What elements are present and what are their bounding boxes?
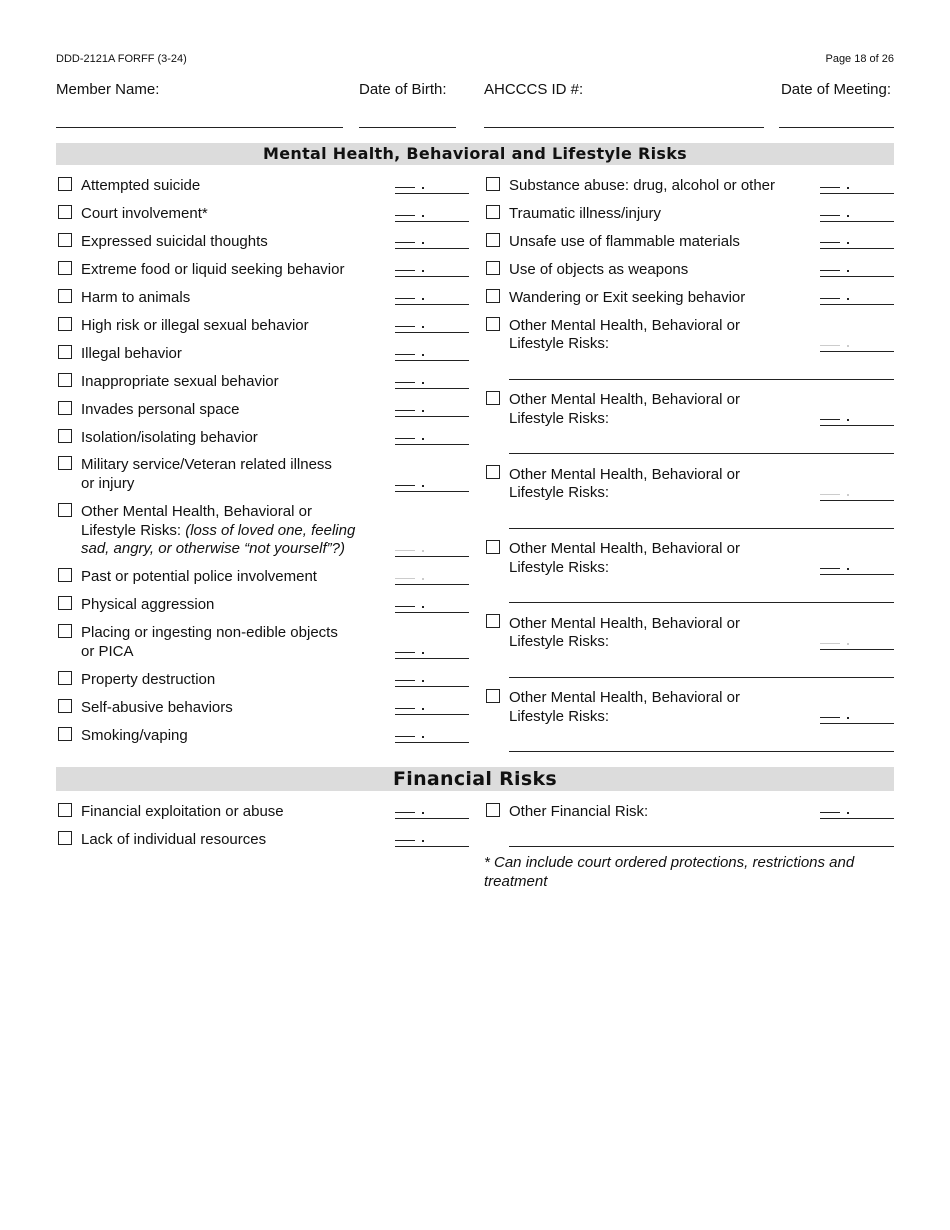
risk-label-hint: (loss of loved one, feeling (185, 522, 356, 539)
checkbox-other-financial[interactable] (486, 803, 500, 817)
risk-label: Inappropriate sexual behavior (81, 373, 279, 390)
risk-label: Physical aggression (81, 596, 215, 613)
risk-label: Isolation/isolating behavior (81, 429, 258, 446)
member-name-field[interactable] (56, 127, 343, 128)
other-label-cont: Lifestyle Risks: (509, 335, 610, 352)
checkbox-property-destruction[interactable] (58, 671, 72, 685)
page-number: Page 18 of 26 (825, 53, 894, 65)
risk-label: Smoking/vaping (81, 727, 188, 744)
risk-label: Wandering or Exit seeking behavior (509, 289, 746, 306)
other-label-cont: Lifestyle Risks: (509, 708, 610, 725)
risk-label: Invades personal space (81, 401, 240, 418)
risk-label-hint-cont (81, 539, 345, 558)
checkbox-other-mh-4[interactable] (486, 540, 500, 554)
risk-label-cont (81, 521, 355, 540)
other-description-line[interactable] (509, 453, 894, 454)
checkbox-personal-space[interactable] (58, 401, 72, 415)
dob-field[interactable] (359, 127, 456, 128)
other-financial-description-line[interactable] (509, 846, 894, 847)
mental-health-heading: Mental Health, Behavioral and Lifestyle Risks (56, 143, 894, 165)
checkbox-isolation[interactable] (58, 429, 72, 443)
risk-label: Attempted suicide (81, 177, 201, 194)
other-label: Other Mental Health, Behavioral or (509, 466, 740, 483)
risk-label-cont: or PICA (81, 643, 134, 660)
checkbox-substance-abuse[interactable] (486, 177, 500, 191)
risk-label: High risk or illegal sexual behavior (81, 317, 309, 334)
checkbox-other-mh-6[interactable] (486, 689, 500, 703)
risk-label: Placing or ingesting non-edible objects (81, 624, 338, 641)
checkbox-lack-of-resources[interactable] (58, 831, 72, 845)
other-label: Other Mental Health, Behavioral or (509, 391, 740, 408)
other-label: Other Mental Health, Behavioral or (509, 689, 740, 706)
risk-label: Use of objects as weapons (509, 261, 689, 278)
risk-label: Military service/Veteran related illness (81, 456, 332, 473)
checkbox-military-service[interactable] (58, 456, 72, 470)
checkbox-attempted-suicide[interactable] (58, 177, 72, 191)
other-label-cont: Lifestyle Risks: (509, 484, 610, 501)
other-label-cont: Lifestyle Risks: (509, 633, 610, 650)
checkbox-physical-aggression[interactable] (58, 596, 72, 610)
checkbox-financial-exploitation[interactable] (58, 803, 72, 817)
risk-label: Unsafe use of flammable materials (509, 233, 740, 250)
checkbox-other-mh-1[interactable] (486, 317, 500, 331)
other-label: Other Mental Health, Behavioral or (509, 317, 740, 334)
other-label: Other Mental Health, Behavioral or (509, 615, 740, 632)
risk-label: Lack of individual resources (81, 831, 267, 848)
other-financial-label: Other Financial Risk: (509, 803, 649, 820)
footnote: * Can include court ordered protections, restrictions and treatment (484, 854, 855, 890)
checkbox-court-involvement[interactable] (58, 205, 72, 219)
risk-label-part: Lifestyle Risks: (81, 522, 182, 539)
risk-label: Other Mental Health, Behavioral or (81, 503, 312, 520)
ahcccs-field[interactable] (484, 127, 764, 128)
risk-label: Illegal behavior (81, 345, 182, 362)
financial-heading: Financial Risks (56, 767, 894, 791)
other-description-line[interactable] (509, 602, 894, 603)
risk-label: Extreme food or liquid seeking behavior (81, 261, 345, 278)
other-description-line[interactable] (509, 677, 894, 678)
risk-label: Expressed suicidal thoughts (81, 233, 268, 250)
risk-label: Substance abuse: drug, alcohol or other (509, 177, 776, 194)
other-label: Other Mental Health, Behavioral or (509, 540, 740, 557)
other-label-cont: Lifestyle Risks: (509, 559, 610, 576)
ahcccs-label: AHCCCS ID #: (484, 81, 584, 98)
other-label-cont: Lifestyle Risks: (509, 410, 610, 427)
other-description-line[interactable] (509, 528, 894, 529)
risk-label: Court involvement* (81, 205, 208, 222)
checkbox-other-mh-5[interactable] (486, 614, 500, 628)
checkbox-harm-to-animals[interactable] (58, 289, 72, 303)
checkbox-sexual-behavior-risk[interactable] (58, 317, 72, 331)
checkbox-food-seeking[interactable] (58, 261, 72, 275)
checkbox-illegal-behavior[interactable] (58, 345, 72, 359)
checkbox-traumatic-illness[interactable] (486, 205, 500, 219)
checkbox-self-abusive[interactable] (58, 699, 72, 713)
form-id: DDD-2121A FORFF (3-24) (56, 53, 187, 65)
meeting-date-label: Date of Meeting: (780, 81, 891, 98)
checkbox-pica[interactable] (58, 624, 72, 638)
risk-label: Past or potential police involvement (81, 568, 317, 585)
checkbox-suicidal-thoughts[interactable] (58, 233, 72, 247)
member-name-label: Member Name: (56, 81, 160, 98)
other-description-line[interactable] (509, 751, 894, 752)
checkbox-police-involvement[interactable] (58, 568, 72, 582)
checkbox-wandering[interactable] (486, 289, 500, 303)
risk-label: Financial exploitation or abuse (81, 803, 284, 820)
checkbox-smoking[interactable] (58, 727, 72, 741)
checkbox-inappropriate-sexual[interactable] (58, 373, 72, 387)
checkbox-other-mh-left[interactable] (58, 503, 72, 517)
risk-label: Property destruction (81, 671, 216, 688)
checkbox-flammable-materials[interactable] (486, 233, 500, 247)
checkbox-other-mh-3[interactable] (486, 465, 500, 479)
risk-label: Self-abusive behaviors (81, 699, 233, 716)
risk-label-cont: or injury (81, 475, 135, 492)
dob-label: Date of Birth: (359, 81, 447, 98)
checkbox-other-mh-2[interactable] (486, 391, 500, 405)
other-description-line[interactable] (509, 379, 894, 380)
checkbox-objects-as-weapons[interactable] (486, 261, 500, 275)
meeting-date-field[interactable] (779, 127, 894, 128)
risk-label-hint: sad, angry, or otherwise “not yourself”?) (81, 540, 346, 557)
risk-label: Traumatic illness/injury (509, 205, 661, 222)
risk-label: Harm to animals (81, 289, 191, 306)
